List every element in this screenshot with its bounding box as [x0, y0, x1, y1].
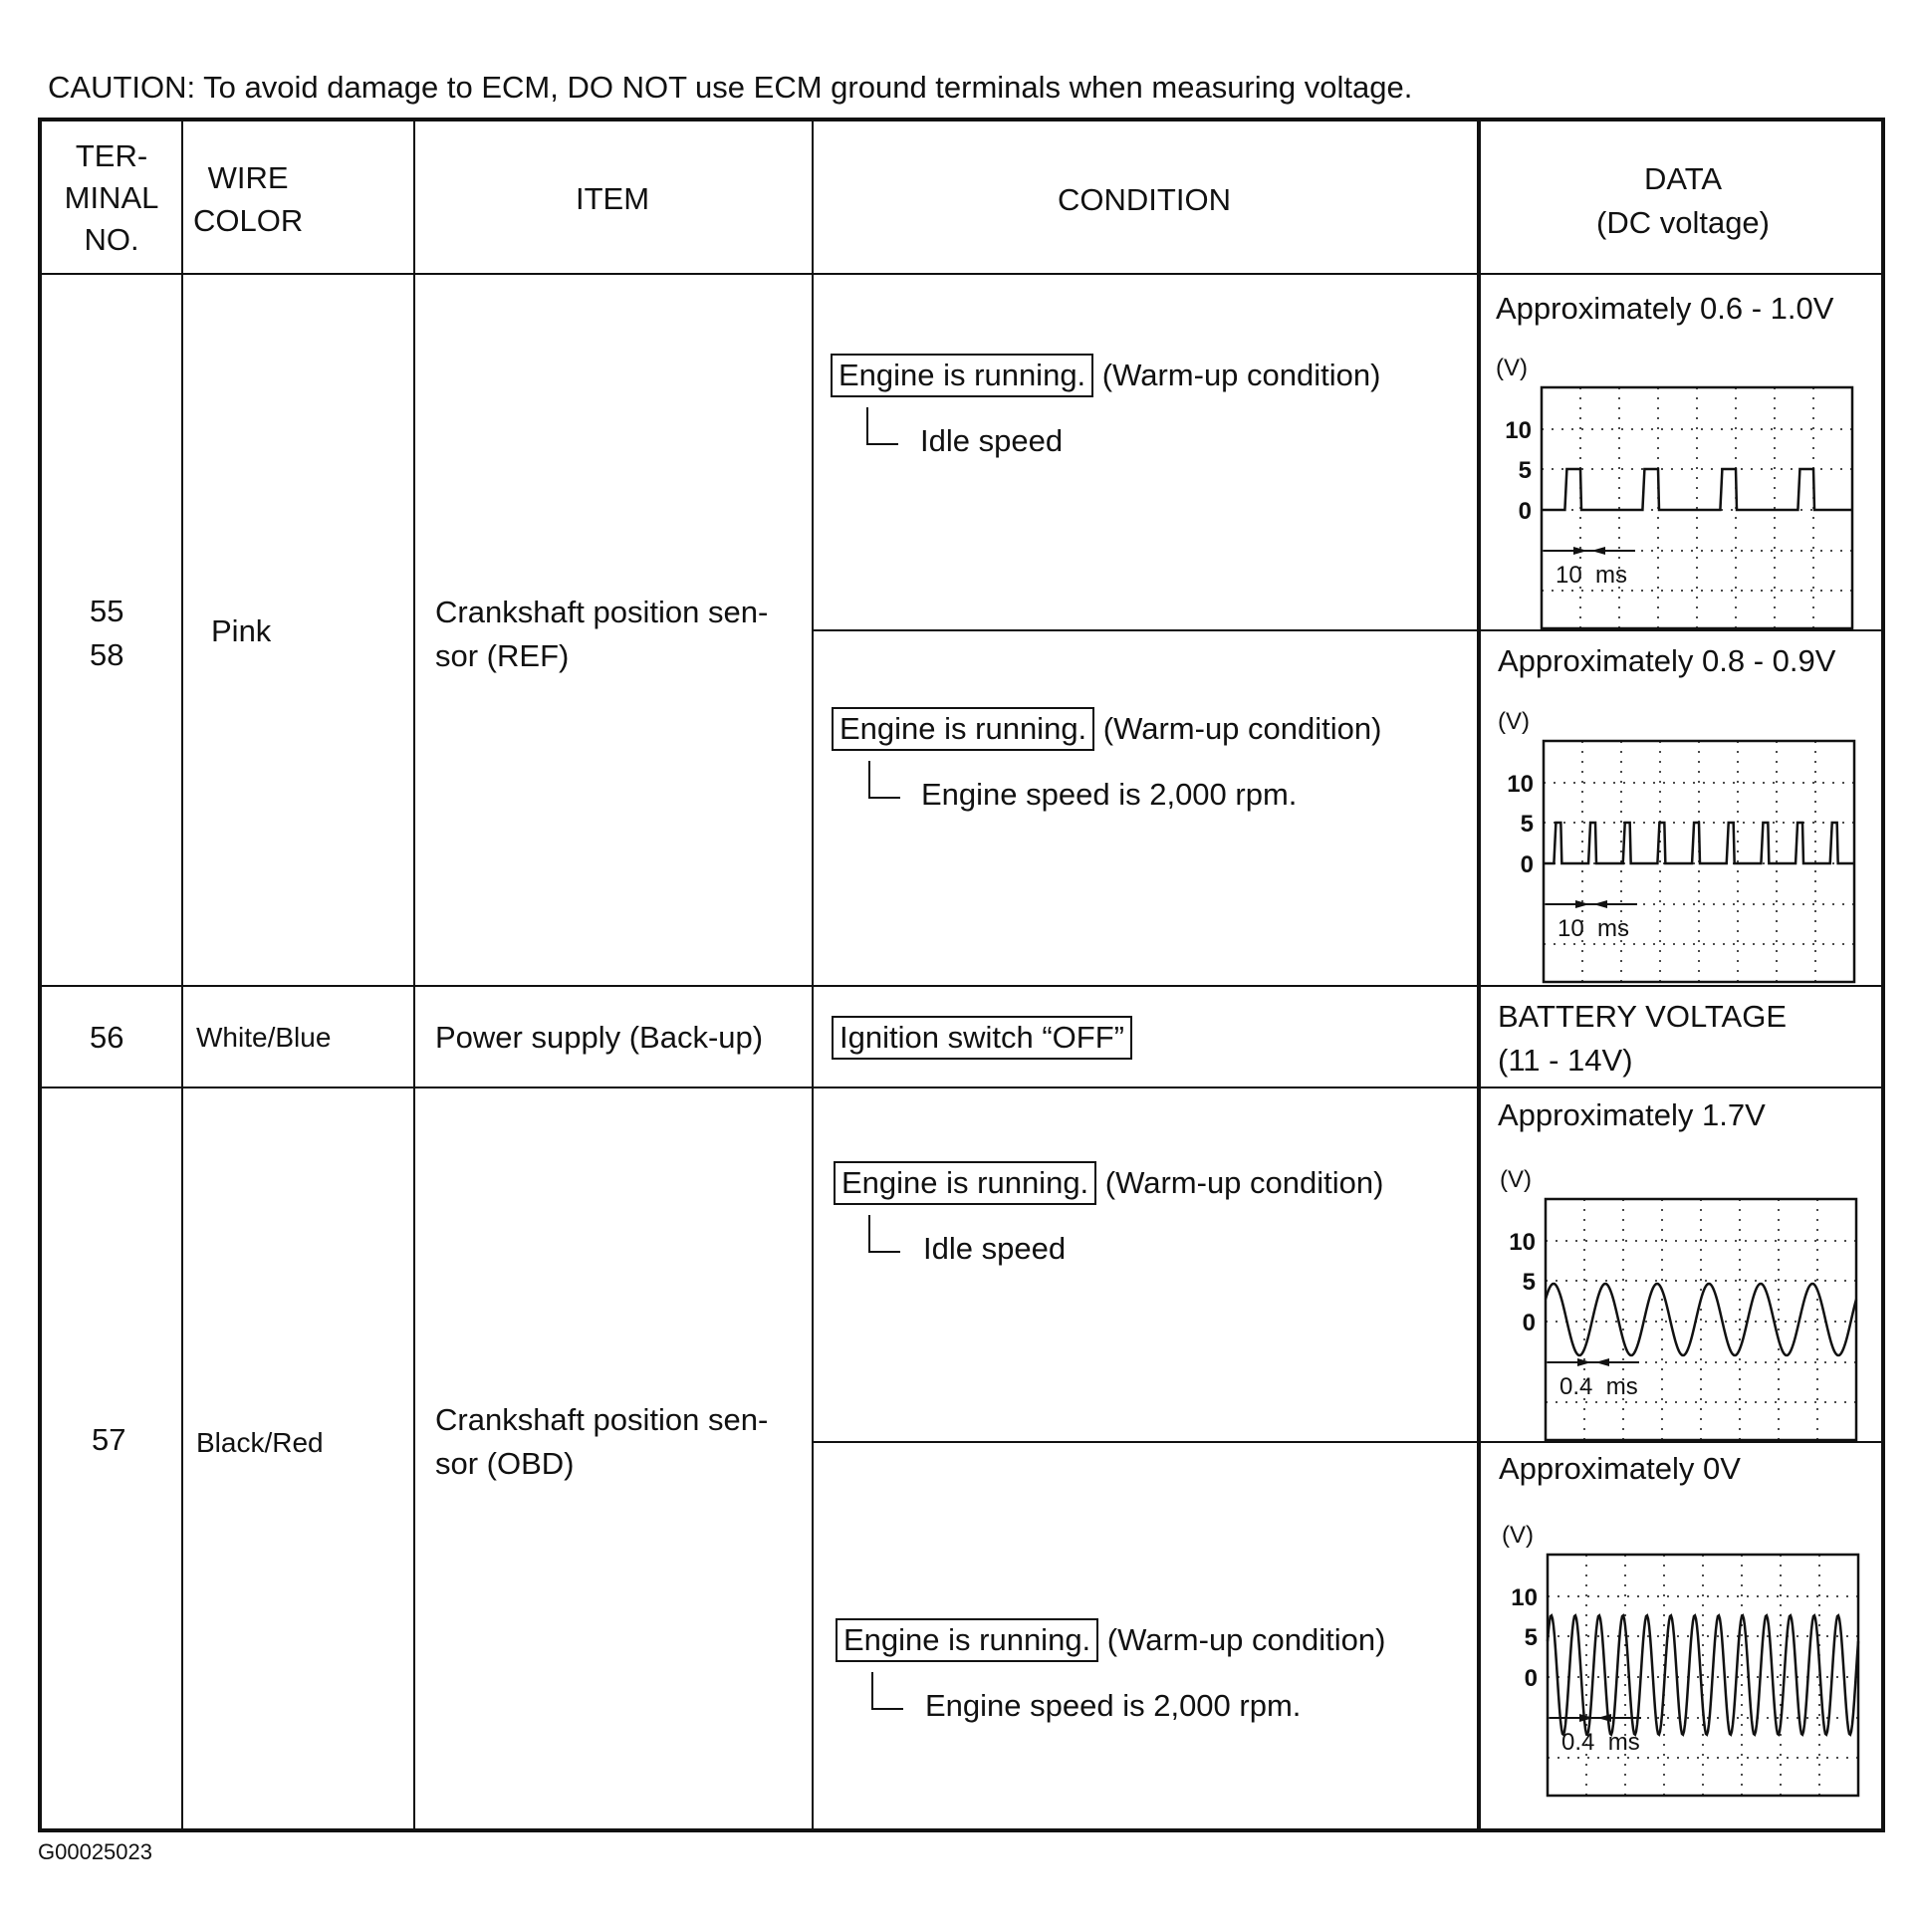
oscilloscope-waveform — [1490, 1513, 1888, 1782]
sub-condition: Engine speed is 2,000 rpm. — [925, 1688, 1302, 1723]
column-divider — [1477, 121, 1481, 1828]
axis-tick-label: 10 — [1505, 417, 1532, 444]
column-divider — [812, 121, 814, 1828]
header-condition: CONDITION — [1058, 182, 1231, 217]
header-terminal-no: TER- MINAL NO. — [64, 138, 159, 257]
row-divider — [812, 1441, 1881, 1443]
column-divider — [413, 121, 415, 1828]
axis-tick-label: 0 — [1520, 851, 1534, 878]
data-value: Approximately 0.6 - 1.0V — [1496, 291, 1834, 326]
condition-state: Engine is running. (Warm-up condition) — [831, 354, 1380, 397]
arrow-head — [1593, 900, 1607, 908]
time-division-label: 0.4 ms — [1559, 1373, 1638, 1400]
arrow-head — [1591, 547, 1605, 555]
waveform-trace — [1542, 469, 1852, 510]
item-name: Crankshaft position sen- sor (REF) — [435, 595, 769, 673]
condition-state: Ignition switch “OFF” — [832, 1016, 1132, 1060]
axis-unit-label: (V) — [1500, 1166, 1532, 1193]
axis-tick-label: 0 — [1524, 1665, 1538, 1692]
time-division-label: 10 ms — [1558, 915, 1630, 942]
oscilloscope-waveform — [1488, 1157, 1886, 1426]
axis-tick-label: 0 — [1522, 1310, 1536, 1336]
header-item: ITEM — [575, 181, 650, 216]
time-division-label: 0.4 ms — [1561, 1729, 1640, 1756]
axis-tick-label: 5 — [1520, 811, 1534, 838]
sub-condition-connector — [866, 407, 898, 445]
item-name: Power supply (Back-up) — [435, 1020, 764, 1055]
terminal-no: 55 58 — [90, 594, 124, 672]
caution-note: CAUTION: To avoid damage to ECM, DO NOT use ECM ground terminals when measuring voltage. — [48, 70, 1413, 105]
arrow-head — [1597, 1714, 1611, 1722]
data-value: BATTERY VOLTAGE (11 - 14V) — [1498, 999, 1787, 1078]
column-divider — [181, 121, 183, 1828]
data-value: Approximately 0.8 - 0.9V — [1498, 643, 1836, 678]
row-divider — [42, 985, 1881, 987]
axis-tick-label: 10 — [1509, 1229, 1536, 1256]
axis-tick-label: 5 — [1522, 1269, 1536, 1296]
header-wire-color: WIRE COLOR — [193, 160, 304, 238]
data-value: Approximately 1.7V — [1498, 1097, 1766, 1132]
terminal-no: 57 — [92, 1422, 126, 1457]
condition-state: Engine is running. (Warm-up condition) — [836, 1618, 1385, 1662]
wire-color: White/Blue — [196, 1022, 332, 1053]
row-divider — [42, 1087, 1881, 1088]
axis-tick-label: 5 — [1518, 457, 1532, 484]
arrow-head — [1595, 1358, 1609, 1366]
sub-condition: Idle speed — [923, 1231, 1067, 1266]
terminal-no: 56 — [90, 1020, 124, 1055]
row-divider — [812, 629, 1881, 631]
sub-condition-connector — [868, 1215, 900, 1253]
oscilloscope-waveform — [1486, 699, 1884, 968]
header-data: DATA (DC voltage) — [1596, 161, 1770, 240]
item-name: Crankshaft position sen- sor (OBD) — [435, 1402, 769, 1481]
sub-condition-connector — [871, 1672, 903, 1710]
oscilloscope-waveform — [1484, 346, 1882, 614]
condition-state: Engine is running. (Warm-up condition) — [832, 707, 1381, 751]
sub-condition-connector — [868, 761, 900, 799]
time-division-label: 10 ms — [1556, 562, 1628, 589]
axis-unit-label: (V) — [1502, 1522, 1534, 1549]
axis-tick-label: 10 — [1507, 771, 1534, 798]
waveform-trace — [1544, 823, 1854, 863]
row-divider — [42, 273, 1881, 275]
condition-state: Engine is running. (Warm-up condition) — [834, 1161, 1383, 1205]
data-value: Approximately 0V — [1499, 1451, 1741, 1486]
axis-unit-label: (V) — [1496, 355, 1528, 381]
figure-id: G00025023 — [38, 1839, 152, 1864]
axis-tick-label: 5 — [1524, 1624, 1538, 1651]
sub-condition: Idle speed — [920, 423, 1064, 458]
axis-tick-label: 0 — [1518, 498, 1532, 525]
wire-color: Pink — [211, 613, 272, 648]
sub-condition: Engine speed is 2,000 rpm. — [921, 777, 1298, 812]
wire-color: Black/Red — [196, 1427, 324, 1458]
terminal-data-table — [38, 118, 1885, 1832]
axis-tick-label: 10 — [1511, 1584, 1538, 1611]
axis-unit-label: (V) — [1498, 708, 1530, 735]
